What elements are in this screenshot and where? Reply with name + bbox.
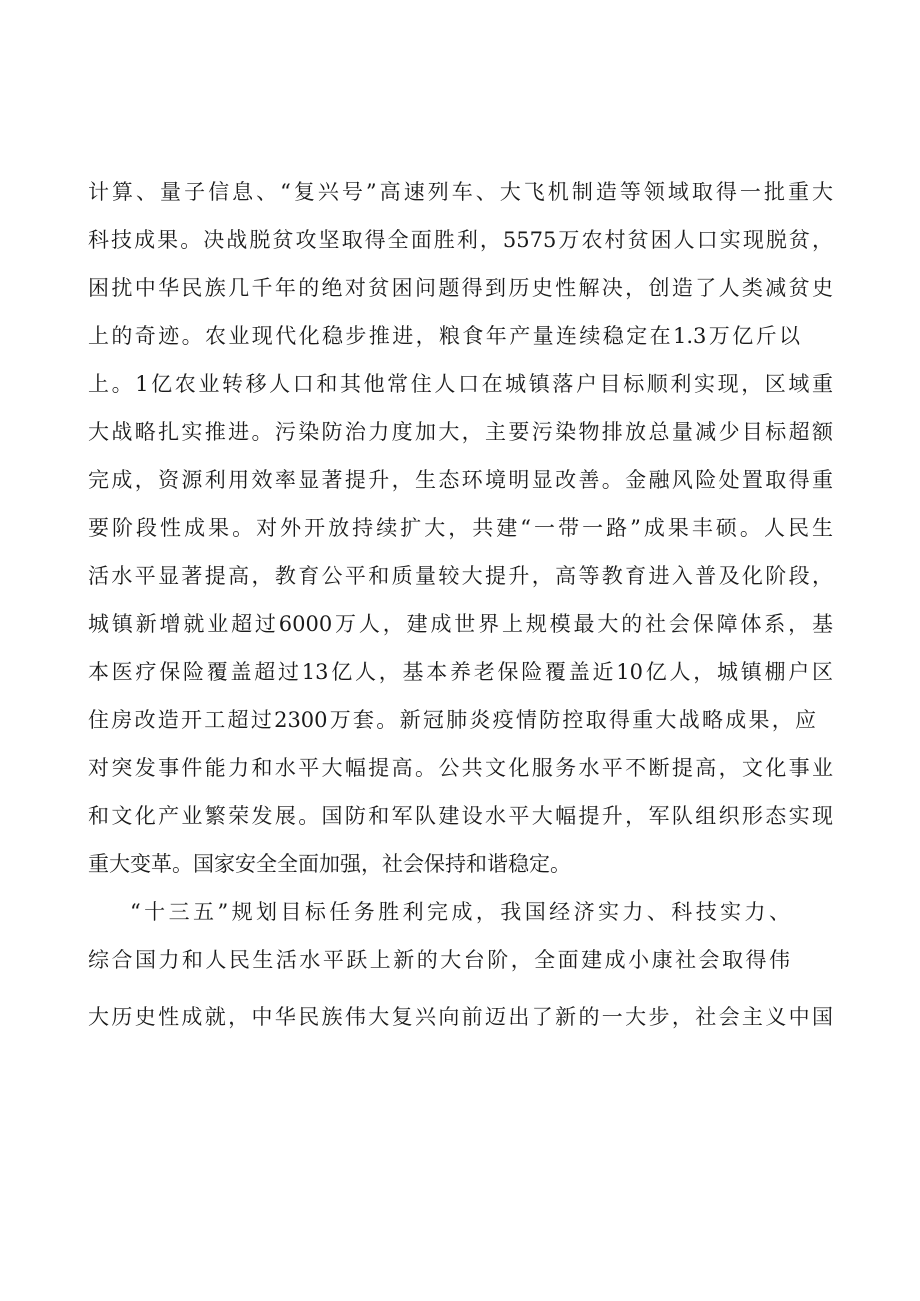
text-line-8: 要阶段性成果。对外开放持续扩大，共建“一带一路”成果丰硕。人民生 — [88, 516, 833, 540]
text-line-5: 上。1亿农业转移人口和其他常住人口在城镇落户目标顺利实现，区域重 — [88, 372, 833, 396]
text-line-10: 城镇新增就业超过6000万人，建成世界上规模最大的社会保障体系，基 — [88, 612, 833, 636]
text-line-4: 上的奇迹。农业现代化稳步推进，粮食年产量连续稳定在1.3万亿斤以 — [88, 324, 800, 348]
text-line-16: “十三五”规划目标任务胜利完成，我国经济实力、科技实力、 — [130, 900, 790, 924]
text-line-9: 活水平显著提高，教育公平和质量较大提升，高等教育进入普及化阶段， — [88, 564, 833, 588]
text-line-2: 科技成果。决战脱贫攻坚取得全面胜利，5575万农村贫困人口实现脱贫， — [88, 228, 833, 252]
text-line-17: 综合国力和人民生活水平跃上新的大台阶，全面建成小康社会取得伟 — [88, 948, 790, 972]
text-line-18: 大历史性成就，中华民族伟大复兴向前迈出了新的一大步，社会主义中国 — [88, 1005, 833, 1029]
text-line-14: 和文化产业繁荣发展。国防和军队建设水平大幅提升，军队组织形态实现 — [88, 804, 833, 828]
text-line-6: 大战略扎实推进。污染防治力度加大，主要污染物排放总量减少目标超额 — [88, 420, 833, 444]
text-line-13: 对突发事件能力和水平大幅提高。公共文化服务水平不断提高，文化事业 — [88, 756, 833, 780]
text-line-7: 完成，资源利用效率显著提升，生态环境明显改善。金融风险处置取得重 — [88, 468, 833, 492]
text-line-15: 重大变革。国家安全全面加强，社会保持和谐稳定。 — [88, 852, 571, 876]
text-line-1: 计算、量子信息、“复兴号”高速列车、大飞机制造等领域取得一批重大 — [88, 180, 833, 204]
text-line-3: 困扰中华民族几千年的绝对贫困问题得到历史性解决，创造了人类减贫史 — [88, 276, 833, 300]
text-line-12: 住房改造开工超过2300万套。新冠肺炎疫情防控取得重大战略成果，应 — [88, 708, 816, 732]
text-line-11: 本医疗保险覆盖超过13亿人，基本养老保险覆盖近10亿人，城镇棚户区 — [88, 660, 833, 684]
